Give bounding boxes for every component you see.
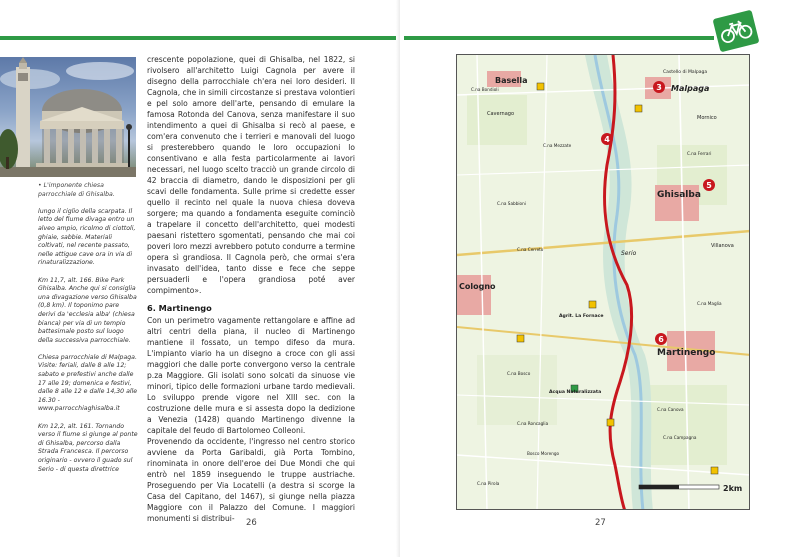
note-church-visits: Chiesa parrocchiale di Malpaga. Visite: feriali, dalle 8 alle 12; sabato e prefestivi anche dalle 17 alle 19; domenica e festivi, dalle 8 alle 12 e dalle 14,30 alle 16.30 - www.parrocchiaghisalba.it <box>38 353 138 413</box>
label-basella: Basella <box>495 76 528 85</box>
label-mornico: Mornico <box>697 115 717 121</box>
bicycle-icon <box>718 15 755 46</box>
scale-label: 2km <box>723 484 743 493</box>
label-malpaga: Malpaga <box>671 84 710 93</box>
label-cascina-mezzate: C.na Mezzate <box>543 143 572 148</box>
label-casa-bondioli: C.na Bondioli <box>471 87 499 92</box>
paragraph-martinengo: Con un perimetro vagamente rettangolare e affine ad altri centri della piana, il nucleo di Martinengo mantiene il fossato, un tempo difeso da mura. L'impianto viario ha un disegno a croce con gli assi maggiori che dalle porte convergono verso la centrale p.za Maggiore. Gli isolati sono solcati da sinuose vie minori, tipico delle formazioni urbane tardo medievali. Lo sviluppo prende vigore nel XIII sec. con la costruzione delle mura e si assesta dopo la dedizione a Venezia (1428) quando Martinengo divenne la capitale del feudo di Bartolomeo Colleoni. <box>147 316 355 435</box>
main-text-column <box>147 54 355 524</box>
header-rule-right <box>404 36 714 40</box>
page-number-right: 27 <box>595 518 606 528</box>
label-martinengo: Martinengo <box>657 348 716 358</box>
photo-caption: • L'imponente chiesa parrocchiale di Ghisalba. <box>38 182 115 198</box>
marker-6: 6 <box>658 335 664 344</box>
label-cascina-pirola: C.na Pirola <box>477 481 500 486</box>
label-cascina-bosco: C.na Bosco <box>507 371 531 376</box>
map-canvas <box>457 55 750 510</box>
label-cascina-roncaglia: C.na Roncaglia <box>517 421 549 426</box>
marker-5: 5 <box>706 181 712 190</box>
church-photo <box>0 57 136 177</box>
label-natura: Acqua Naturalizzata <box>549 390 602 395</box>
label-cascina-campagna: C.na Campagna <box>663 435 697 440</box>
label-cascina-cerreto: C.na Cerreto <box>517 247 544 252</box>
label-castello: Castello di Malpaga <box>663 70 708 75</box>
note-km-11-7: Km 11,7, alt. 166. Bike Park Ghisalba. Anche qui si consiglia una divagazione verso Ghisalba (0,8 km). Il toponimo pare derivi da 'ecclesia alba' (chiesa bianca) per via di un tempio battesimale posto sul luogo della successiva parrocchiale. <box>38 276 137 344</box>
marker-3: 3 <box>656 83 662 92</box>
label-serio: Serio <box>621 250 637 257</box>
label-ghisalba: Ghisalba <box>657 190 701 200</box>
label-cavernago: Cavernago <box>487 111 515 117</box>
label-villanova: Villanova <box>711 243 734 249</box>
label-bosco-morengo: Bosco Morengo <box>527 451 560 456</box>
margin-notes <box>38 182 138 483</box>
paragraph-cagnola: crescente popolazione, quei di Ghisalba, nel 1822, si rivolsero all'architetto Luigi Cagnola per avere il disegno della parrocchiale ch'era nei loro desideri. Il Cagnola, che in simili circostanze si prestava volontieri e pel solo amore dell'arte, pensando di emulare la famosa Rotonda del Canova, senza manifestare il suo intendimento a quei di Ghisalba si recò al paese, e com'era convenuto che i terrieri e manovali del luogo si presterebbero quando le loro occupazioni lo consentivano e alla festa particolarmente ai lavori necessari, nel luogo scelto tracciò un grande circolo di 42 braccia di diametro, dando le disposizioni per gli scavi delle fondamenta. Sulle prime si credette esser quello il recinto nel quale la nuova chiesa doveva sorgere; ma quando a fondamenta eseguite cominciò a trapelare il concetto dell'architetto, quei modesti paesani ristettero sgomentati, pensando che mai coi poveri loro mezzi avrebbero potuto condurre a termine opera sì grandiosa. Il Cagnola però, che ormai s'era invasato dell'idea, tanto disse e fece che seppe persuaderli e l'opera grandiosa poté aver compimento». <box>147 55 355 295</box>
note-km-12-2: Km 12,2, alt. 161. Tornando verso il fiume si giunge al ponte di Ghisalba, percorso dalla Strada Francesca. Il percorso originario - ovvero il guado sul Serio - di questa direttrice <box>38 422 138 473</box>
label-cascina-ferrari: C.na Ferrari <box>687 151 712 156</box>
section-heading-martinengo: 6. Martinengo <box>147 303 212 313</box>
page-number-left: 26 <box>246 518 257 528</box>
route-map <box>456 54 750 510</box>
label-cascina-canova: C.na Canova <box>657 407 684 412</box>
label-agriturismo: Agrit. La Fornace <box>559 314 604 319</box>
paragraph-porta-garibaldi: Provenendo da occidente, l'ingresso nel centro storico avviene da Porta Garibaldi, già Porta Tombino, rinominata in onore dell'eroe dei Due Mondi che qui entrò nel 1859 inseguendo le truppe austriache. Proseguendo per Via Locatelli (a destra si scorge la Casa del Capitano, del 1467), si giunge nella piazza Maggiore con il Palazzo del Comune. I maggiori monumenti si distribui- <box>147 437 355 523</box>
label-cascina-sabbioni: C.na Sabbioni <box>497 201 526 206</box>
church-illustration <box>0 57 136 177</box>
marker-4: 4 <box>604 135 610 144</box>
label-cologno: Cologno <box>459 282 496 291</box>
header-rule <box>0 36 396 40</box>
note-river: lungo il ciglio della scarpata. Il letto del fiume divaga entro un alveo ampio, ricolmo di ciottoli, ghiaie, sabbie. Materiali coltivati, nel recente passato, nelle attigue cave ora in via di rinaturalizzazione. <box>38 207 136 267</box>
label-cascina-maglia: C.na Maglia <box>697 301 722 306</box>
